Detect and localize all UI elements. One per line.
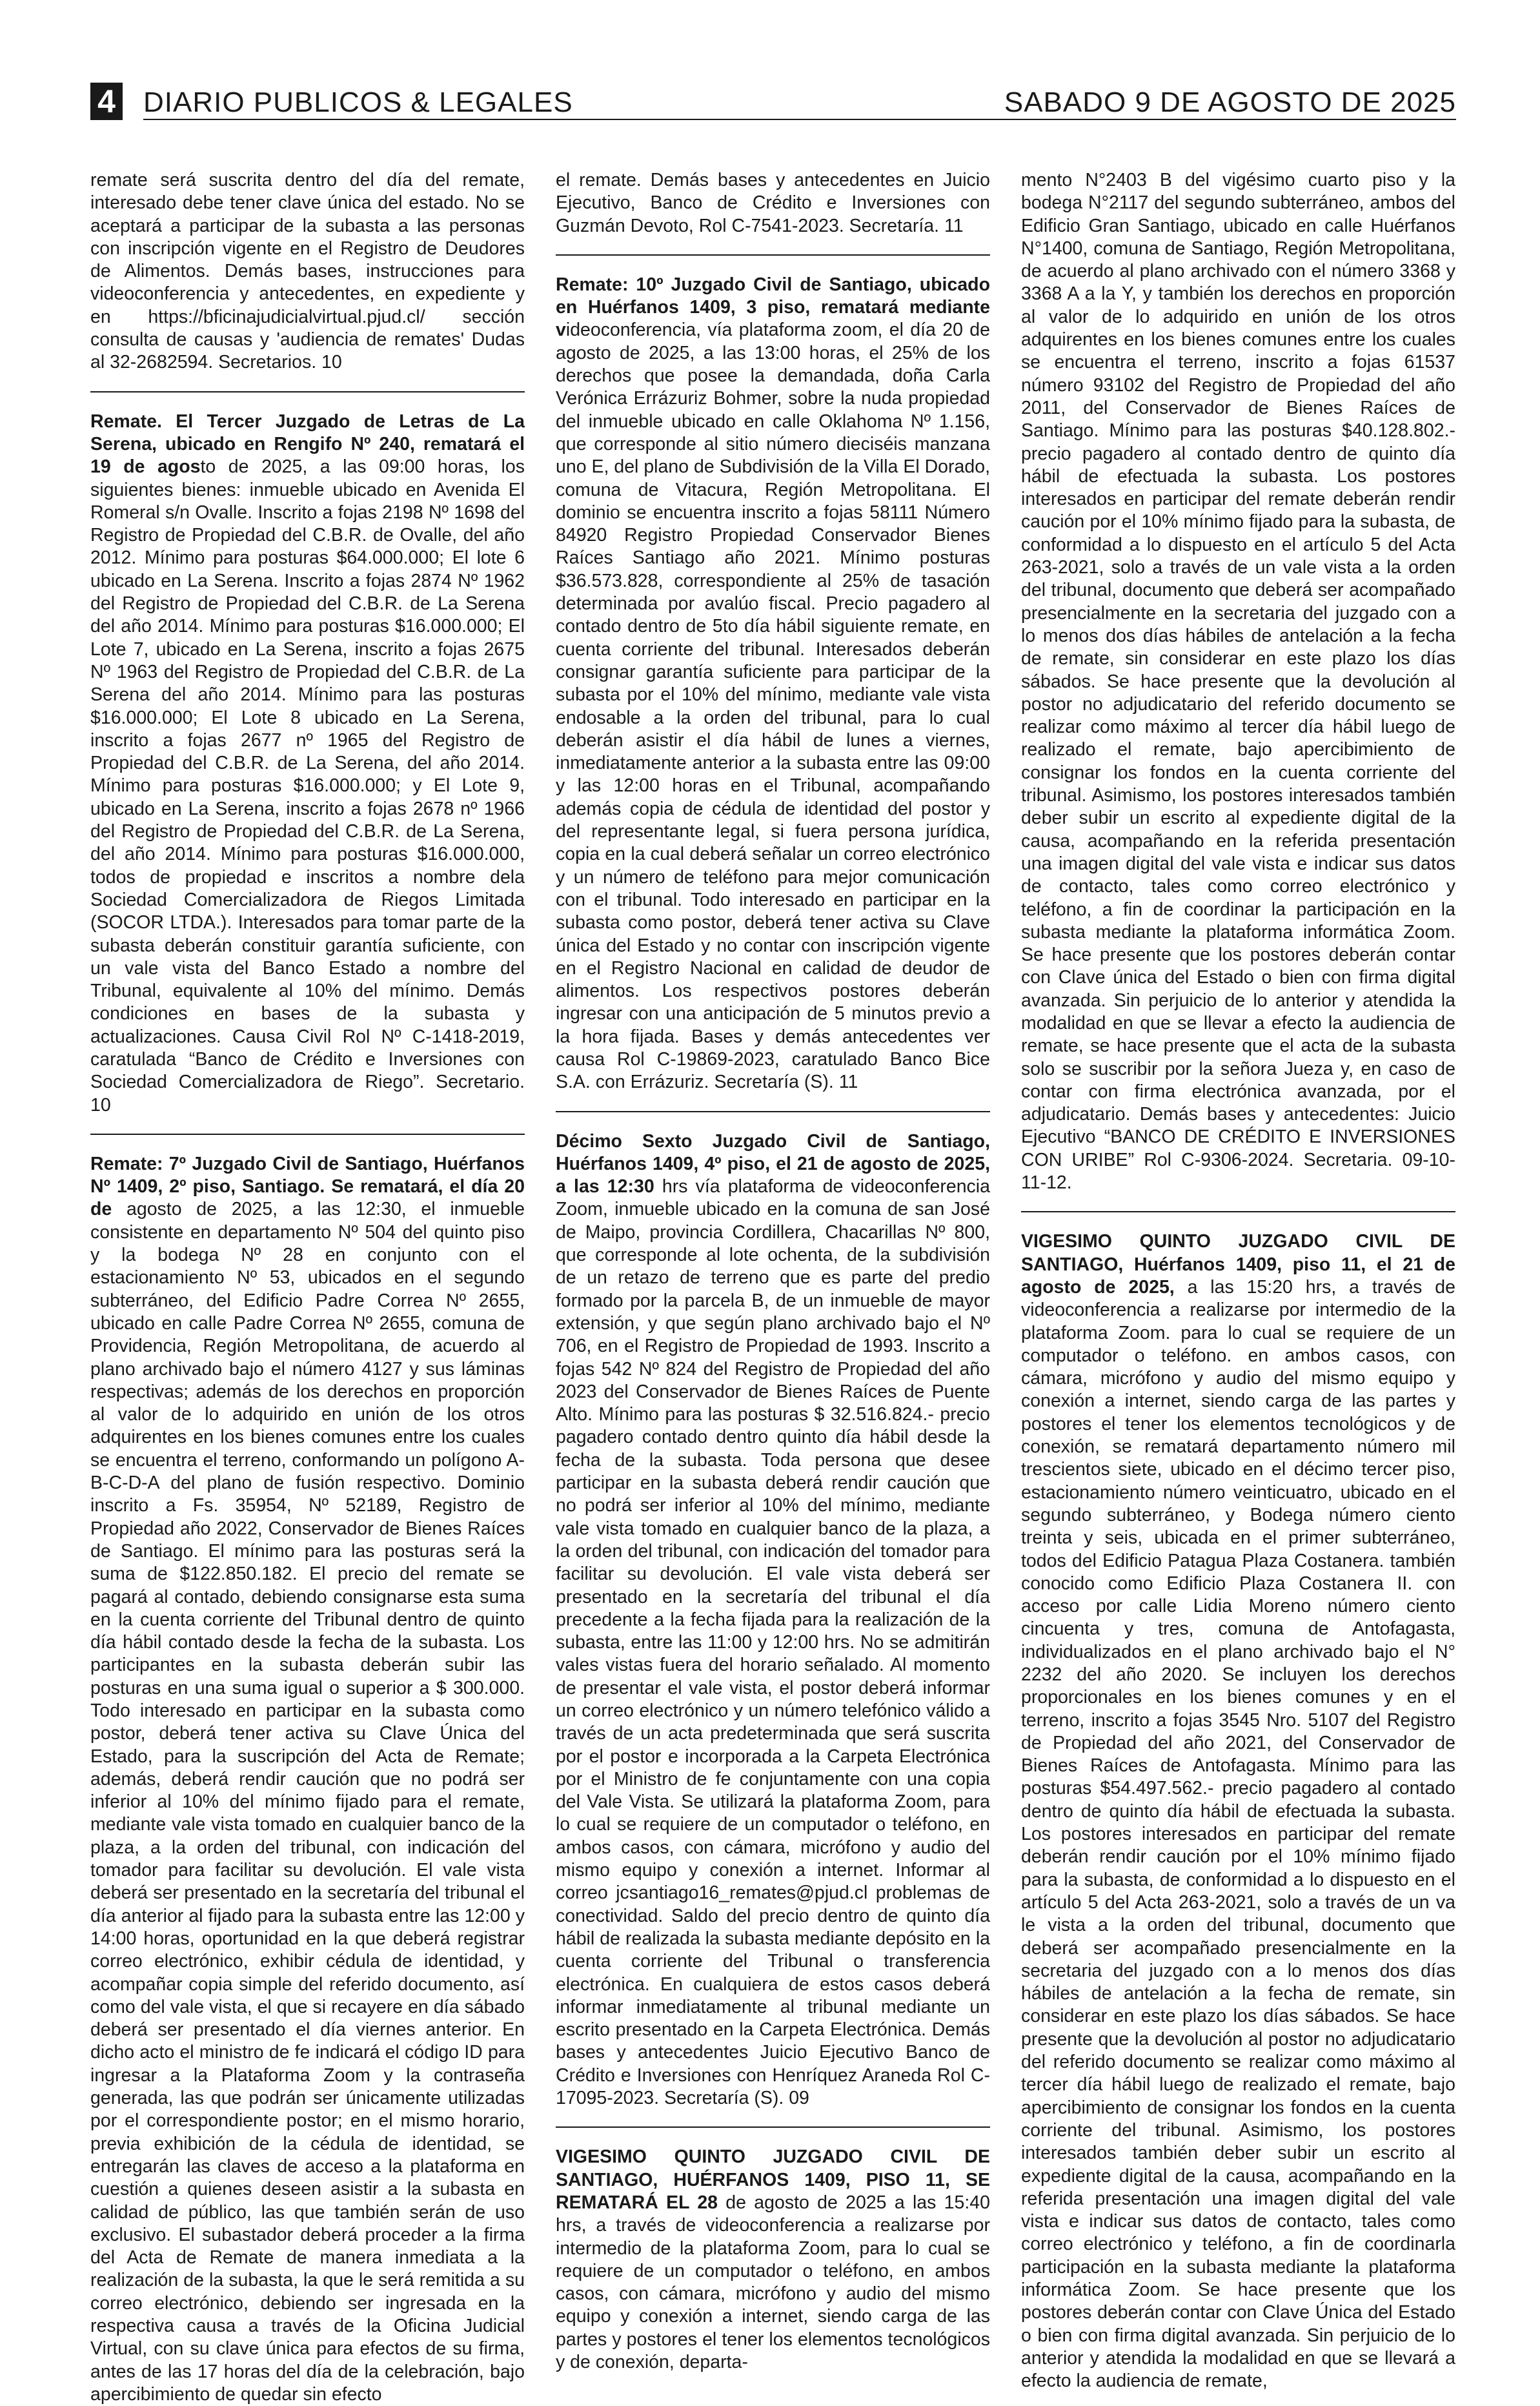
notices-columns: [90, 169, 1456, 2405]
notice-heading: VIGESIMO QUINTO JUZGADO CIVIL DE SANTIAGO, Huérfanos 1409, piso 11, el 21 de agosto de 2025,: [1021, 1231, 1455, 1298]
legal-notice: [90, 1153, 525, 2406]
notice-heading: Remate. El Tercer Juzgado de Letras de La Serena, ubicado en Rengifo Nº 240, rematará el 19 de agos: [90, 411, 525, 478]
legal-notice: [90, 169, 525, 374]
notice-body: remate será suscrita dentro del día del remate, interesado debe tener clave única del estado. No se aceptará a participar de la subasta a las personas con inscripción vigente en el Registro de Deudores de Alimentos. Demás bases, instrucciones para videoconferencia y antecedentes, en expediente y en https://bficinajudicialvirtual.pjud.cl/ sección consulta de causas y 'audiencia de remates' Dudas al 32-2682594. Secretarios. 10: [90, 170, 525, 373]
header-rule: [143, 119, 1456, 120]
page-number: 4: [90, 83, 123, 120]
notice-body: el remate. Demás bases y antecedentes en Juicio Ejecutivo, Banco de Crédito e Inversiones con Guzmán Devoto, Rol C-7541-2023. Secretaría. 11: [556, 170, 990, 236]
section-title: DIARIO PUBLICOS & LEGALES: [143, 87, 573, 118]
notice-body: de agosto de 2025 a las 15:40 hrs, a través de videoconferencia a realizarse por intermedio de la plataforma Zoom, para lo cual se requiere de un computador o teléfono, en ambos casos, con cámara, micrófono y audio del mismo equipo y conexión a internet, siendo carga de las partes y postores el tener los elementos tecnológicos y de conexión, departa-: [556, 2192, 990, 2373]
notice-heading: Décimo Sexto Juzgado Civil de Santiago, Huérfanos 1409, 4º piso, el 21 de agosto de 2025, a las 12:30: [556, 1130, 990, 1198]
notice-body: ideoconferencia, vía plataforma zoom, el día 20 de agosto de 2025, a las 13:00 horas, el 25% de los derechos que posee la demandada, doña Carla Verónica Errázuriz Bohmer, sobre la nuda propiedad del inmueble ubicado en calle Oklahoma Nº 1.156, que corresponde al sitio número dieciséis manzana uno E, del plano de Subdivisión de la Villa El Dorado, comuna de Vitacura, Región Metropolitana. El dominio se encuentra inscrito a fojas 58111 Número 84920 Registro Propiedad Conservador Bienes Raíces Santiago año 2021. Mínimo posturas $36.573.828, correspondiente al 25% de tasación determinada por avalúo fiscal. Precio pagadero al contado dentro de 5to día hábil siguiente remate, en cuenta corriente del tribunal. Interesados deberán consignar garantía suficiente para participar de la subasta por el 10% del mínimo, mediante vale vista endosable a la orden del tribunal, para lo cual deberán asistir el día hábil de lunes a viernes, inmediatamente anterior a la subasta entre las 09:00 y las 12:00 horas en el Tribunal, acompañando además copia de cédula de identidad del postor y del representante legal, si fuera persona jurídica, copia en la cual deberá señalar un correo electrónico y un número de teléfono para mejor comunicación con el tribunal. Todo interesado en participar en la subasta como postor, deberá tener activa su Clave única del Estado y no contar con inscripción vigente en el Registro Nacional en calidad de deudor de alimentos. Los respectivos postores deberán ingresar con una anticipación de 5 minutos previo a la hora fijada. Bases y demás antecedentes ver causa Rol C-19869-2023, caratulado Banco Bice S.A. con Errázuriz. Secretaría (S). 11: [556, 320, 990, 1093]
legal-notice: [1021, 169, 1455, 1194]
notice-body: agosto de 2025, a las 12:30, el inmueble consistente en departamento Nº 504 del quinto piso y la bodega Nº 28 en conjunto con el estacionamiento Nº 53, ubicados en el segundo subterráneo, del Edificio Padre Correa Nº 2655, ubicado en calle Padre Correa Nº 2655, comuna de Providencia, Región Metropolitana, de acuerdo al plano archivado bajo el número 4127 y sus láminas respectivas; además de los derechos en proporción al valor de lo adquirido en unión de los otros adquirentes en los bienes comunes entre los cuales se encuentra el terreno, conformando un polígono A-B-C-D-A del plano de fusión respectivo. Dominio inscrito a Fs. 35954, Nº 52189, Registro de Propiedad año 2022, Conservador de Bienes Raíces de Santiago. El mínimo para las posturas será la suma de $122.850.182. El precio del remate se pagará al contado, debiendo consignarse esta suma en la cuenta corriente del Tribunal dentro de quinto día hábil contado desde la fecha de la subasta. Los participantes en la subasta deberán subir las posturas en una suma igual o superior a $ 300.000. Todo interesado en participar en la subasta como postor, deberá tener activa su Clave Única del Estado, para la suscripción del Acta de Remate; además, deberá rendir caución que no podrá ser inferior al 10% del mínimo fijado para el remate, mediante vale vista tomado en cualquier banco de la plaza, a la orden del tribunal, con indicación del tomador para facilitar su devolución. El vale vista deberá ser presentado en la secretaría del tribunal el día anterior al fijado para la subasta entre las 12:00 y 14:00 horas, oportunidad en la que deberá registrar correo electrónico, exhibir cédula de identidad, y acompañar copia simple del referido documento, así como del vale vista, el que si recayere en día sábado deberá ser presentado el día viernes anterior. En dicho acto el ministro de fe indicará el código ID para ingresar a la Plataforma Zoom y la contraseña generada, las que podrán ser únicamente utilizadas por el correspondiente postor; en el mismo horario, previa exhibición de la cédula de identidad, se entregarán las claves de acceso a la plataforma en cuestión a quienes deseen asistir a la subasta en calidad de público, las que también serán de uso exclusivo. El subastador deberá proceder a la firma del Acta de Remate de manera inmediata a la realización de la subasta, la que le será remitida a su correo electrónico, debiendo ser ingresada en la respectiva causa a través de la Oficina Judicial Virtual, con su clave única para efectos de su firma, antes de las 17 horas del día de la celebración, bajo apercibimiento de quedar sin efecto: [90, 1199, 525, 2405]
notice-heading: VIGESIMO QUINTO JUZGADO CIVIL DE SANTIAGO, HUÉRFANOS 1409, PISO 11, SE REMATARÁ EL 28: [556, 2146, 990, 2213]
page-header: [90, 83, 1456, 120]
legal-notice: [556, 169, 990, 238]
issue-date: SABADO 9 DE AGOSTO DE 2025: [1004, 87, 1456, 118]
legal-notice: [556, 274, 990, 1094]
notice-heading: Remate: 7º Juzgado Civil de Santiago, Huérfanos Nº 1409, 2º piso, Santiago. Se rematará, el día 20 de: [90, 1153, 525, 1220]
legal-notice: [556, 2146, 990, 2374]
notice-body: to de 2025, a las 09:00 horas, los siguientes bienes: inmueble ubicado en Avenida El Romeral s/n Ovalle. Inscrito a fojas 2198 Nº 1698 del Registro de Propiedad del C.B.R. de Ovalle, del año 2012. Mínimo para posturas $64.000.000; El lote 6 ubicado en La Serena. Inscrito a fojas 2874 Nº 1962 del Registro de Propiedad del C.B.R. de La Serena del año 2014. Mínimo para posturas $16.000.000; El Lote 7, ubicado en La Serena, inscrito a fojas 2675 Nº 1963 del Registro de Propiedad del C.B.R. de La Serena del año 2014. Mínimo para las posturas $16.000.000; El Lote 8 ubicado en La Serena, inscrito a fojas 2677 nº 1965 del Registro de Propiedad del C.B.R. de La Serena, del año 2014. Mínimo para posturas $16.000.000; y El Lote 9, ubicado en La Serena, inscrito a fojas 2678 nº 1966 del Registro de Propiedad del C.B.R. de La Serena, del año 2014. Mínimo para posturas $16.000.000, todos de propiedad e inscritos a nombre dela Sociedad Comercializadora de Riegos Limitada (SOCOR LTDA.). Interesados para tomar parte de la subasta deberán constituir garantía suficiente, con un vale vista del Banco Estado a nombre del Tribunal, equivalente al 10% del mínimo. Demás condiciones en bases de la subasta y actualizaciones. Causa Civil Rol Nº C-1418-2019, caratulada “Banco de Crédito e Inversiones con Sociedad Comercializadora de Riego”. Secretario. 10: [90, 456, 525, 1116]
legal-notice: [90, 411, 525, 1117]
notice-body: mento N°2403 B del vigésimo cuarto piso y la bodega N°2117 del segundo subterráneo, ambos del Edificio Gran Santiago, ubicado en calle Huérfanos N°1400, comuna de Santiago, Región Metropolitana, de acuerdo al plano archivado con el número 3368 y 3368 A a la Y, y también los derechos en proporción al valor de lo adquirido en unión de los otros adquirentes en los bienes comunes entre los cuales se encuentra el terreno, inscrito a fojas 61537 número 93102 del Registro de Propiedad del año 2011, del Conservador de Bienes Raíces de Santiago. Mínimo para las posturas $40.128.802.-precio pagadero al contado dentro de quinto día hábil de efectuada la subasta. Los postores interesados en participar del remate deberán rendir caución por el 10% mínimo fijado para la subasta, de conformidad a lo dispuesto en el artículo 5 del Acta 263-2021, solo a través de un vale vista a la orden del tribunal, documento que deberá ser acompañado presencialmente en la secretaria del juzgado con a lo menos dos días hábiles de antelación a la fecha de remate, sin considerar en este plazo los días sábados. Se hace presente que la devolución al postor no adjudicatario del referido documento se realizar como máximo al tercer día hábil luego de realizado el remate, bajo apercibimiento de consignar los fondos en la cuenta corriente del tribunal. Asimismo, los postores interesados también deber subir un escrito al expediente digital de la causa, acompañando en la referida presentación una imagen digital del vale vista e indicar sus datos de contacto, tales como correo electrónico y teléfono, a fin de coordinar la participación en la subasta mediante la plataforma informática Zoom. Se hace presente que los postores deberán contar con Clave única del Estado o bien con firma digital avanzada. Sin perjuicio de lo anterior y atendida la modalidad en que se llevar a efecto la audiencia de remate, se hace presente que el acta de la subasta solo se suscribir por la señora Jueza y, en caso de contar con firma electrónica avanzada, por el adjudicatario. Demás bases y antecedentes: Juicio Ejecutivo “BANCO DE CRÉDITO E INVERSIONES CON URIBE” Rol C-9306-2024. Secretaria. 09-10-11-12.: [1021, 170, 1455, 1194]
notice-separator: [556, 1111, 990, 1112]
notice-body: a las 15:20 hrs, a través de videoconferencia a realizarse por intermedio de la plataforma Zoom. para lo cual se requiere de un computador o teléfono. en ambos casos, con cámara, micrófono y audio del mismo equipo y conexión a internet, siendo carga de las partes y postores el tener los elementos tecnológicos y de conexión, se rematará departamento número mil trescientos siete, ubicado en el décimo tercer piso, estacionamiento número veinticuatro, ubicado en el segundo subterráneo, y Bodega número ciento treinta y seis, ubicada en el primer subterráneo, todos del Edificio Patagua Plaza Costanera. también conocido como Edificio Plaza Costanera II. con acceso por calle Lidia Moreno número ciento cincuenta y tres, comuna de Antofagasta, individualizados en el plano archivado bajo el N° 2232 del año 2020. Se incluyen los derechos proporcionales en los bienes comunes y en el terreno, inscrito a fojas 3545 Nro. 5107 del Registro de Propiedad del año 2021, del Conservador de Bienes Raíces de Antofagasta. Mínimo para las posturas $54.497.562.- precio pagadero al contado dentro de quinto día hábil de efectuada la subasta. Los postores interesados en participar del remate deberán rendir caución por el 10% mínimo fijado para la subasta, de conformidad a lo dispuesto en el artículo 5 del Acta 263-2021, solo a través de un va le vista a la orden del tribunal, documento que deberá ser acompañado presencialmente en la secretaria del juzgado con a lo menos dos días hábiles de antelación a la fecha de remate, sin considerar en este plazo los días sábados. Se hace presente que la devolución al postor no adjudicatario del referido documento se realizar como máximo al tercer día hábil luego de realizado el remate, bajo apercibimiento de consignar los fondos en la cuenta corriente del tribunal. Asimismo, los postores interesados también deber subir un escrito al expediente digital de la causa, acompañando en la referida presentación una imagen digital del vale vista e indicar sus datos de contacto, tales como correo electrónico y teléfono, a fin de coordinarla participación en la subasta mediante la plataforma informática Zoom. Se hace presente que los postores deberán contar con Clave Única del Estado o bien con firma digital avanzada. Sin perjuicio de lo anterior y atendida la modalidad en que se llevará a efecto la audiencia de remate,: [1021, 1276, 1455, 2392]
notice-separator: [1021, 1211, 1455, 1212]
notice-body: hrs vía plataforma de videoconferencia Zoom, inmueble ubicado en la comuna de san José de Maipo, provincia Cordillera, Chacarillas Nº 800, que corresponde al lote ochenta, de la subdivisión de un retazo de terreno que es parte del predio formado por la parcela B, de un inmueble de mayor extensión, y que según plano archivado bajo el Nº 706, en el Registro de Propiedad de 1993. Inscrito a fojas 542 Nº 824 del Registro de Propiedad del año 2023 del Conservador de Bienes Raíces de Puente Alto. Mínimo para las posturas $ 32.516.824.- precio pagadero contado dentro quinto día hábil desde la fecha de la subasta. Toda persona que desee participar en la subasta deberá rendir caución que no podrá ser inferior al 10% del mínimo, mediante vale vista tomado en cualquier banco de la plaza, a la orden del tribunal, con indicación del tomador para facilitar su devolución. El vale vista deberá ser presentado en la secretaría del tribunal el día precedente a la fecha fijada para la realización de la subasta, entre las 11:00 y 12:00 hrs. No se admitirán vales vistas fuera del horario señalado. Al momento de presentar el vale vista, el postor deberá informar un correo electrónico y un número telefónico válido a través de un acta predeterminada que será suscrita por el postor e incorporada a la Carpeta Electrónica por el Ministro de fe conjuntamente con una copia del Vale Vista. Se utilizará la plataforma Zoom, para lo cual se requiere de un computador o teléfono, en ambos casos, con cámara, micrófono y audio del mismo equipo y conexión a internet. Informar al correo jcsantiago16_remates@pjud.cl problemas de conectividad. Saldo del precio dentro de quinto día hábil de realizada la subasta mediante depósito en la cuenta corriente del Tribunal o transferencia electrónica. En cualquiera de estos casos deberá informar inmediatamente al tribunal mediante un escrito presentado en la Carpeta Electrónica. Demás bases y antecedentes Juicio Ejecutivo Banco de Crédito e Inversiones con Henríquez Araneda Rol C-17095-2023. Secretaría (S). 09: [556, 1176, 990, 2109]
legal-notice: [1021, 1230, 1455, 2392]
notice-separator: [556, 2126, 990, 2128]
legal-notice: [556, 1130, 990, 2110]
column-1: [90, 169, 525, 2405]
notice-separator: [556, 254, 990, 256]
notice-separator: [90, 391, 525, 393]
notice-separator: [90, 1134, 525, 1135]
column-2: [556, 169, 990, 2373]
notice-heading: Remate: 10º Juzgado Civil de Santiago, ubicado en Huérfanos 1409, 3 piso, rematará mediante v: [556, 274, 990, 341]
column-3: [1021, 169, 1455, 2392]
